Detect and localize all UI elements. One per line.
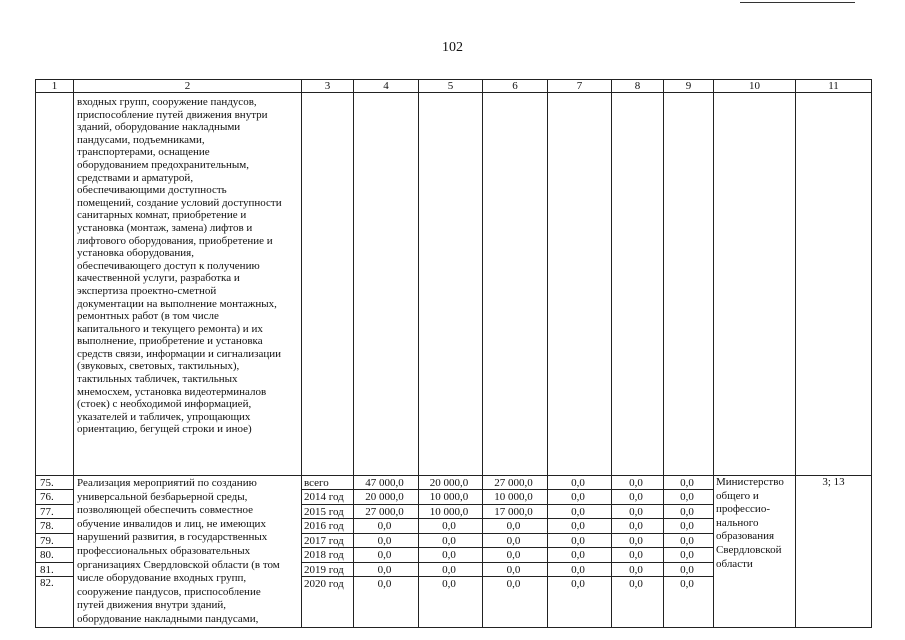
- amount-cell: 47 000,0: [354, 476, 419, 490]
- column-header: 4: [354, 80, 419, 93]
- column-header: 7: [548, 80, 612, 93]
- empty-cell: [36, 93, 74, 476]
- column-header: 8: [612, 80, 664, 93]
- amount-cell: 0,0: [354, 577, 419, 627]
- empty-cell: [664, 93, 714, 476]
- table-row: [36, 476, 872, 490]
- amount-cell: 0,0: [664, 548, 714, 562]
- column-header: 11: [796, 80, 872, 93]
- amount-cell: 10 000,0: [483, 490, 548, 504]
- amount-cell: 0,0: [612, 504, 664, 518]
- continuation-text: входных групп, сооружение пандусов, приспособление путей движения внутри зданий, оборудование накладными пандусами, подъемниками, транспортерами, оснащение оборудованием предохранительным, средствами и арматурой, обеспечивающими доступность помещений, создание условий доступности санитарных комнат, приобретение и установка (монтаж, замена) лифтов и лифтового оборудования, приобретение и установка оборудования, обеспечивающего доступ к получению качественной услуги, разработка и экспертиза проектно-сметной документации на выполнение монтажных, ремонтных работ (в том числе капитального и текущего ремонта) и их выполнение, приобретение и установка средств связи, информации и сигнализации (звуковых, световых, тактильных), тактильных табличек, тактильных мнемосхем, установка видеотерминалов (стоек) с необходимой информацией, указателей и табличек, упрощающих ориентацию, бегущей строки и иное): [74, 93, 302, 476]
- amount-cell: 0,0: [354, 562, 419, 576]
- row-number: 82.: [36, 577, 74, 627]
- period-cell: 2014 год: [302, 490, 354, 504]
- amount-cell: 27 000,0: [354, 504, 419, 518]
- amount-cell: 0,0: [548, 562, 612, 576]
- column-header: 3: [302, 80, 354, 93]
- column-header: 5: [419, 80, 483, 93]
- column-header: 10: [714, 80, 796, 93]
- targets-cell: 3; 13: [796, 476, 872, 628]
- row-number: 80.: [36, 548, 74, 562]
- amount-cell: 0,0: [548, 504, 612, 518]
- amount-cell: 0,0: [548, 476, 612, 490]
- amount-cell: 10 000,0: [419, 504, 483, 518]
- column-header: 9: [664, 80, 714, 93]
- amount-cell: 0,0: [664, 504, 714, 518]
- column-header: 6: [483, 80, 548, 93]
- empty-cell: [714, 93, 796, 476]
- column-header: 1: [36, 80, 74, 93]
- amount-cell: 0,0: [548, 519, 612, 533]
- amount-cell: 20 000,0: [419, 476, 483, 490]
- period-cell: 2020 год: [302, 577, 354, 627]
- amount-cell: 0,0: [419, 548, 483, 562]
- amount-cell: 17 000,0: [483, 504, 548, 518]
- empty-cell: [483, 93, 548, 476]
- amount-cell: 0,0: [483, 562, 548, 576]
- amount-cell: 0,0: [419, 562, 483, 576]
- column-header: 2: [74, 80, 302, 93]
- amount-cell: 20 000,0: [354, 490, 419, 504]
- row-number: 78.: [36, 519, 74, 533]
- row-number: 79.: [36, 533, 74, 547]
- period-cell: 2019 год: [302, 562, 354, 576]
- amount-cell: 0,0: [664, 476, 714, 490]
- empty-cell: [302, 93, 354, 476]
- amount-cell: 0,0: [612, 577, 664, 627]
- executor-cell: Министерство общего и профессио- нального образования Свердловской области: [714, 476, 796, 628]
- period-cell: 2016 год: [302, 519, 354, 533]
- row-number: 77.: [36, 504, 74, 518]
- period-cell: 2017 год: [302, 533, 354, 547]
- amount-cell: 0,0: [548, 490, 612, 504]
- period-cell: 2018 год: [302, 548, 354, 562]
- amount-cell: 0,0: [664, 562, 714, 576]
- amount-cell: 0,0: [548, 577, 612, 627]
- amount-cell: 0,0: [483, 533, 548, 547]
- empty-cell: [419, 93, 483, 476]
- amount-cell: 0,0: [419, 577, 483, 627]
- amount-cell: 0,0: [483, 577, 548, 627]
- page-number: 102: [442, 40, 463, 55]
- measure-description: Реализация мероприятий по созданию универсальной безбарьерной среды, позволяющей обеспечить совместное обучение инвалидов и лиц, не имеющих нарушений развития, в государственных профессиональных образовательных организациях Свердловской области (в том числе оборудование входных групп, сооружение пандусов, приспособление путей движения внутри зданий, оборудование накладными пандусами,: [74, 476, 302, 628]
- amount-cell: 0,0: [483, 548, 548, 562]
- amount-cell: 0,0: [664, 533, 714, 547]
- amount-cell: 0,0: [548, 533, 612, 547]
- amount-cell: 10 000,0: [419, 490, 483, 504]
- empty-cell: [548, 93, 612, 476]
- amount-cell: 0,0: [612, 562, 664, 576]
- amount-cell: 0,0: [419, 519, 483, 533]
- amount-cell: 0,0: [664, 577, 714, 627]
- period-cell: 2015 год: [302, 504, 354, 518]
- empty-cell: [354, 93, 419, 476]
- amount-cell: 0,0: [612, 533, 664, 547]
- row-number: 75.: [36, 476, 74, 490]
- top-rule: [740, 2, 855, 3]
- period-cell: всего: [302, 476, 354, 490]
- amount-cell: 0,0: [354, 533, 419, 547]
- amount-cell: 0,0: [483, 519, 548, 533]
- amount-cell: 0,0: [354, 519, 419, 533]
- amount-cell: 0,0: [612, 476, 664, 490]
- row-number: 76.: [36, 490, 74, 504]
- amount-cell: 0,0: [548, 548, 612, 562]
- amount-cell: 0,0: [612, 519, 664, 533]
- empty-cell: [796, 93, 872, 476]
- empty-cell: [612, 93, 664, 476]
- amount-cell: 0,0: [612, 548, 664, 562]
- row-number: 81.: [36, 562, 74, 576]
- program-table: [35, 79, 872, 628]
- amount-cell: 0,0: [419, 533, 483, 547]
- continuation-row: [36, 93, 872, 476]
- column-numbers-row: [36, 80, 872, 93]
- amount-cell: 0,0: [612, 490, 664, 504]
- amount-cell: 0,0: [354, 548, 419, 562]
- amount-cell: 0,0: [664, 490, 714, 504]
- amount-cell: 0,0: [664, 519, 714, 533]
- amount-cell: 27 000,0: [483, 476, 548, 490]
